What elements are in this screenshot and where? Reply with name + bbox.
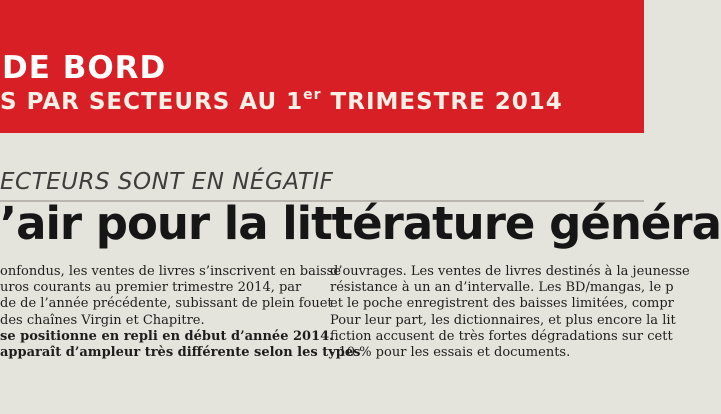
article-headline: ’air pour la littérature généra [0, 197, 721, 250]
article-kicker: ECTEURS SONT EN NÉGATIF [0, 169, 334, 195]
right-column-line: fiction accusent de très fortes dégradations sur cett [330, 328, 673, 344]
left-column-line: de de l’année précédente, subissant de plein fouet [0, 296, 333, 312]
right-column-line: et le poche enregistrent des baisses limitées, compr [330, 296, 674, 312]
left-column [0, 264, 361, 361]
right-column-line: - 10 % pour les essais et documents. [330, 345, 571, 361]
banner-subtitle-start: S PAR SECTEURS AU 1 [0, 89, 304, 115]
banner-subtitle [0, 89, 563, 115]
right-column-line: d’ouvrages. Les ventes de livres destinés à la jeunesse [330, 264, 690, 279]
banner-subtitle-superscript: er [303, 87, 322, 103]
left-column-line: onfondus, les ventes de livres s’inscrivent en baisse [0, 264, 342, 279]
header-banner [0, 0, 644, 133]
left-column-line: des chaînes Virgin et Chapitre. [0, 312, 205, 328]
right-column [330, 264, 690, 361]
banner-subtitle-end: TRIMESTRE 2014 [321, 89, 563, 115]
right-column-line: Pour leur part, les dictionnaires, et plus encore la lit [330, 312, 676, 328]
right-column-line: résistance à un an d’intervalle. Les BD/mangas, le p [330, 280, 674, 296]
left-column-line-bold: se positionne en repli en début d’année 2014. [0, 328, 334, 344]
left-column-line: uros courants au premier trimestre 2014, par [0, 280, 302, 296]
banner-title: DE BORD [2, 50, 167, 86]
article-area [0, 133, 721, 414]
left-column-line-bold: apparaît d’ampleur très différente selon les types [0, 345, 361, 361]
